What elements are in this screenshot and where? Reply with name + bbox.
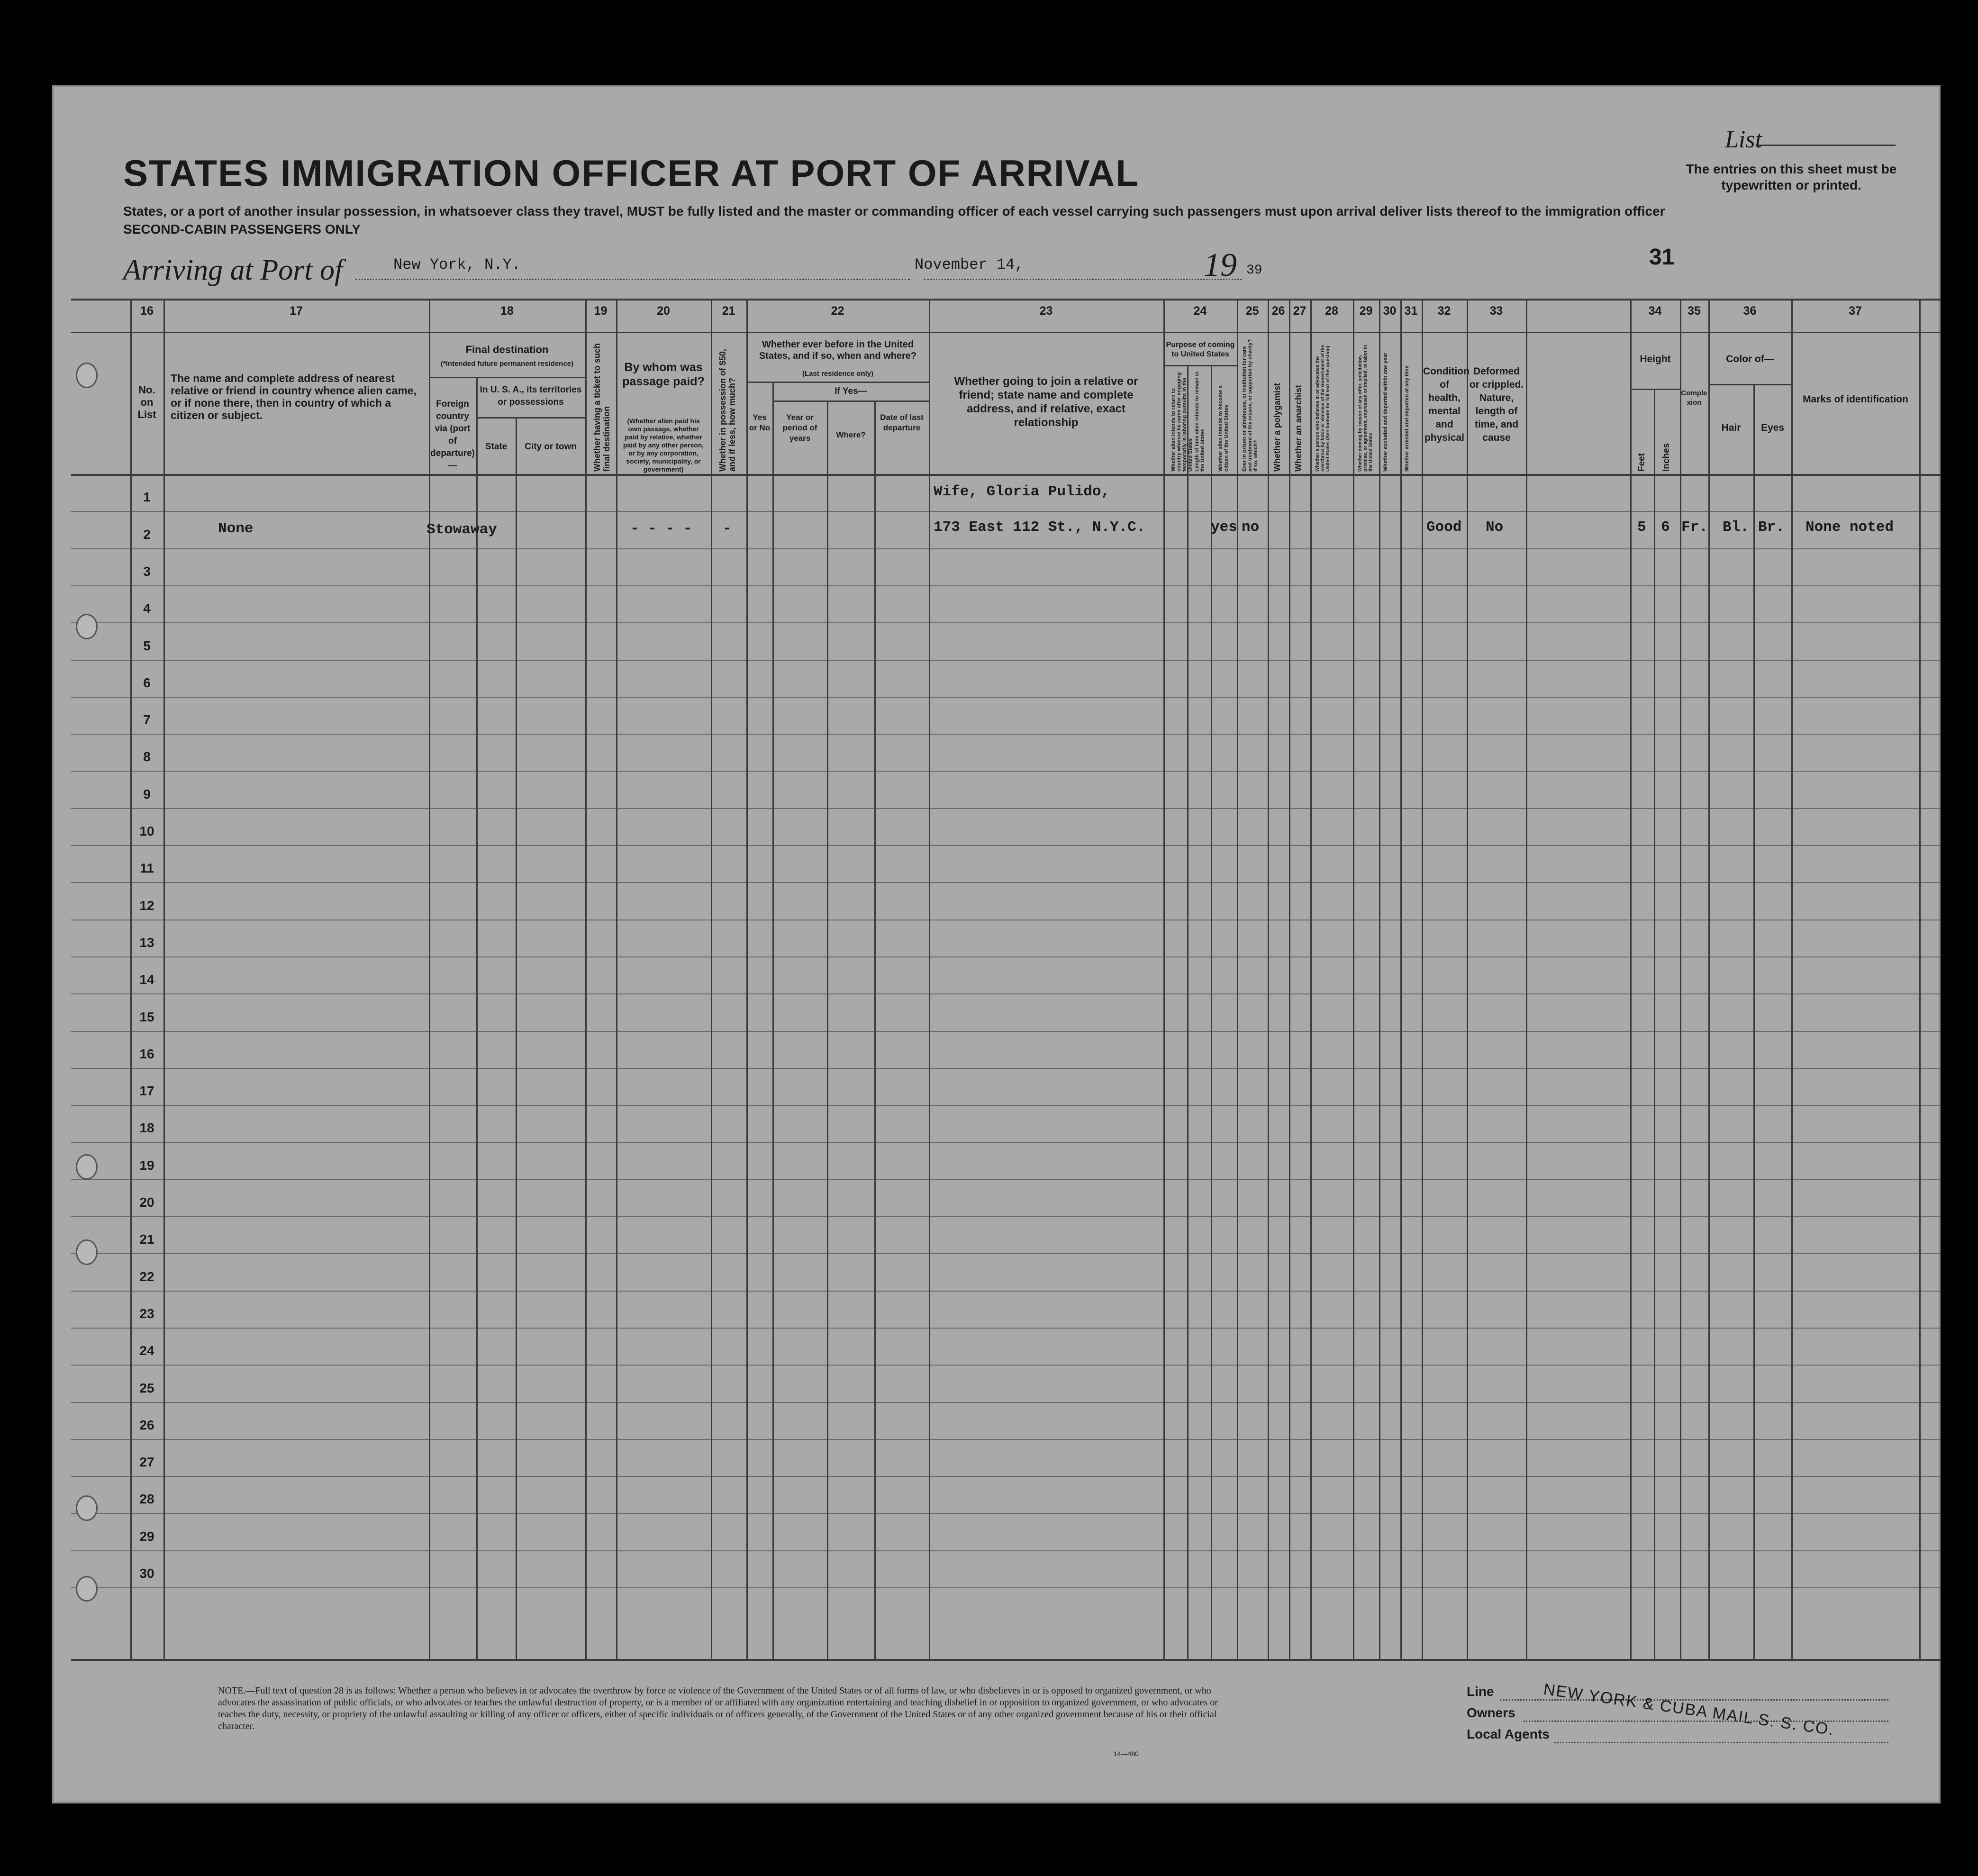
- row-number: 12: [139, 898, 154, 913]
- colno-27: 27: [1293, 304, 1307, 318]
- row-rule: [71, 734, 1941, 735]
- row-rule: [71, 1179, 1941, 1180]
- hdr-overthrow: Whether a person who believes in or advocates the overthrow by force or violence of the Government of the United States (See footnote for full text of this question): [1315, 345, 1331, 472]
- hdr-where: Where?: [836, 430, 866, 439]
- row-number: 16: [139, 1046, 154, 1061]
- row-rule: [71, 1439, 1941, 1440]
- entry-inches: 6: [1661, 519, 1670, 536]
- hdr-anarchist: Whether an anarchist: [1294, 384, 1303, 472]
- binder-hole: [76, 1154, 98, 1180]
- binder-hole: [76, 1495, 98, 1521]
- row-rule: [71, 585, 1941, 586]
- row-number: 23: [139, 1306, 154, 1321]
- date-fill-line: [924, 279, 1242, 280]
- agents-label: Local Agents: [1467, 1727, 1550, 1741]
- entry-feet: 5: [1637, 519, 1646, 536]
- col-rule-32: [1422, 299, 1423, 1659]
- line-stamp: NEW YORK & CUBA MAIL S. S. CO.: [1542, 1680, 1836, 1739]
- row-rule: [71, 511, 1941, 512]
- col-rule-24: [1163, 299, 1165, 1659]
- hdr-purpose-b: Length of time alien intends to remain in the United States: [1194, 371, 1206, 472]
- col-rule-22b: [772, 382, 774, 1659]
- colno-21: 21: [722, 304, 735, 318]
- colno-37: 37: [1849, 304, 1862, 318]
- row-rule: [71, 1328, 1941, 1329]
- row-rule: [71, 1068, 1941, 1069]
- header-bottom-rule: [71, 474, 1941, 476]
- row-number: 26: [139, 1417, 154, 1432]
- row-number: 22: [139, 1269, 154, 1284]
- hdr-city: City or town: [525, 442, 577, 452]
- usa-sub-rule: [476, 417, 585, 419]
- row-number: 28: [139, 1492, 154, 1507]
- row-rule: [71, 1105, 1941, 1106]
- row-number: 9: [143, 786, 151, 801]
- colno-30: 30: [1383, 304, 1397, 318]
- hdr-yes-no: Yes or No: [749, 413, 771, 432]
- footnote-question-28: NOTE.—Full text of question 28 is as follows: Whether a person who believes in or advocates the overthrow by force or violence of the Government of the United States or of all forms of law, or who disbelieves in or is opposed to organized government, or who advocates the assassination of public officials, or who advocates or teaches the unlawful destruction of property, or is a member of or affiliated with any organization entertaining and teaching disbelief in or opposition to organized government, or who advocates or teaches the duty, necessity, or propriety of the unlawful assaulting or killing of any officer or officers, either of specific individuals or of officers generally, of the Government of the United States or of any other organized government because of his or their official character.: [218, 1685, 1218, 1731]
- hdr-purpose: Purpose of coming to United States: [1166, 341, 1235, 358]
- colno-35: 35: [1688, 304, 1701, 318]
- entry-money: -: [723, 520, 732, 537]
- colno-20: 20: [657, 304, 670, 318]
- row-number: 25: [139, 1380, 154, 1395]
- row-rule: [71, 1031, 1941, 1032]
- hdr-if-yes: If Yes—: [835, 386, 867, 396]
- col-rule-19: [585, 299, 587, 1659]
- class-line: SECOND-CABIN PASSENGERS ONLY: [123, 222, 361, 237]
- port-fill-line: [355, 279, 910, 280]
- row-number: 29: [139, 1529, 154, 1544]
- hdr-eyes: Eyes: [1760, 422, 1785, 433]
- entry-eyes: Br.: [1758, 519, 1785, 536]
- form-number: 14—480: [1114, 1750, 1139, 1758]
- column-number-rule: [71, 332, 1941, 333]
- col-rule-28: [1310, 299, 1312, 1659]
- col-rule-27: [1289, 299, 1290, 1659]
- arriving-label: Arriving at Port of: [123, 254, 343, 286]
- owners-fill: [1524, 1721, 1888, 1722]
- hdr-purpose-c: Whether alien intends to become a citizen of the United States: [1218, 385, 1229, 472]
- colno-28: 28: [1325, 304, 1338, 318]
- row-rule: [71, 1216, 1941, 1217]
- row-rule: [71, 845, 1941, 846]
- typewritten-note: The entries on this sheet must be typewritten or printed.: [1686, 162, 1897, 192]
- row-number: 5: [143, 638, 151, 653]
- colno-29: 29: [1359, 304, 1373, 318]
- entry-joining-line2: 173 East 112 St., N.Y.C.: [934, 519, 1145, 536]
- hdr-foreign-country: Foreign country via (port of departure)—: [430, 399, 475, 471]
- row-rule: [71, 1253, 1941, 1254]
- instructions-line: States, or a port of another insular possession, in whatsoever class they travel, MUST be fully listed and the master or commanding officer of each vessel carrying such passengers must upon arrival deliver lists thereof to the immigration officer: [123, 204, 1665, 219]
- row-number: 11: [140, 861, 154, 876]
- row-rule: [71, 1476, 1941, 1477]
- hdr-in-usa: In U. S. A., its territories or possessions: [480, 385, 582, 407]
- hdr-polygamist: Whether a polygamist: [1272, 382, 1282, 472]
- hdr-nearest-relative: The name and complete address of nearest relative or friend in country whence alien came, or if none there, then in country of which a citizen or subject.: [171, 372, 417, 421]
- col-rule-18c: [516, 417, 517, 1659]
- col-rule-26: [1268, 299, 1269, 1659]
- hdr-arrested: Whether arrested and deported at any time: [1404, 365, 1410, 472]
- row-number: 17: [139, 1084, 154, 1099]
- hdr-excluded: Whether excluded and deported within one year: [1383, 353, 1388, 472]
- colno-25: 25: [1245, 304, 1259, 318]
- date-value: November 14,: [915, 256, 1024, 273]
- hdr-money: Whether in possession of $50, and if less, how much?: [718, 348, 737, 472]
- hdr-health: Condition of health, mental and physical: [1423, 366, 1470, 443]
- owners-label: Owners: [1467, 1705, 1515, 1720]
- hdr-color-of: Color of—: [1726, 354, 1774, 364]
- colno-18: 18: [500, 304, 514, 318]
- entry-complexion: Fr.: [1681, 519, 1708, 536]
- row-rule: [71, 956, 1941, 957]
- col-rule-29: [1353, 299, 1354, 1659]
- hdr-hair: Hair: [1721, 422, 1741, 433]
- colno-19: 19: [594, 304, 608, 318]
- row-number: 10: [139, 824, 154, 838]
- year-prefix: 19: [1204, 247, 1237, 283]
- hdr-final-destination: Final destination: [465, 344, 549, 355]
- row-number: 6: [143, 675, 151, 690]
- row-number: 2: [143, 527, 151, 542]
- colno-24: 24: [1193, 304, 1207, 318]
- entry-passage-paid: - - - -: [630, 520, 692, 537]
- binder-hole: [76, 1239, 98, 1265]
- col-rule-25: [1237, 299, 1238, 1659]
- row-rule: [71, 1291, 1941, 1292]
- row-number: 4: [143, 601, 151, 616]
- hdr-final-destination-sub: (*Intended future permanent residence): [440, 360, 574, 368]
- row-rule: [71, 1550, 1941, 1551]
- hdr-inches: Inches: [1661, 443, 1671, 472]
- entry-hair: Bl.: [1723, 519, 1749, 536]
- entry-destination: Stowaway: [426, 521, 497, 538]
- hdr-years: Year or period of years: [782, 413, 817, 443]
- manifest-sheet: [52, 85, 1941, 1803]
- hdr-purpose-a: Whether alien intends to return to country whence he came after engaging temporarily in laboring pursuits in the United States: [1170, 372, 1193, 472]
- col-rule-30: [1379, 299, 1380, 1659]
- row-number: 19: [139, 1157, 154, 1173]
- hdr-deformed: Deformed or crippled. Nature, length of time, and cause: [1469, 366, 1524, 443]
- col-rule-31: [1400, 299, 1402, 1659]
- binder-hole: [76, 614, 98, 639]
- colno-16: 16: [140, 304, 154, 318]
- col-rule-21: [711, 299, 712, 1659]
- row-rule: [71, 1142, 1941, 1143]
- col-rule-17: [163, 299, 165, 1659]
- entry-relative: None: [218, 520, 254, 537]
- row-number: 27: [139, 1455, 154, 1470]
- color-sub-rule: [1708, 384, 1791, 385]
- row-rule: [71, 548, 1941, 549]
- row-rule: [71, 993, 1941, 994]
- col-rule-18: [429, 299, 430, 1659]
- hdr-state: State: [485, 442, 508, 452]
- colno-32: 32: [1437, 304, 1451, 318]
- row-number: 15: [139, 1009, 154, 1024]
- colno-34: 34: [1648, 304, 1662, 318]
- col-rule-35: [1630, 299, 1632, 1659]
- row-number: 3: [143, 564, 151, 579]
- entry-prison: no: [1242, 519, 1260, 536]
- hdr-going-to-join: Whether going to join a relative or friend; state name and complete address, and if relative, exact relationship: [954, 375, 1138, 429]
- row-rule: [71, 1587, 1941, 1588]
- row-rule: [71, 697, 1941, 698]
- row-number: 30: [139, 1566, 154, 1581]
- list-label: List: [1725, 126, 1762, 153]
- colno-26: 26: [1271, 304, 1285, 318]
- sheet-number: 31: [1649, 245, 1675, 270]
- hdr-labor-offer: Whether coming by reason of any offer, solicitation, promise, or agreement, expressed or implied, to labor in the United States: [1358, 345, 1373, 472]
- hdr-no-on-list: No. on List: [137, 384, 156, 420]
- col-rule-24c: [1211, 365, 1212, 1659]
- purpose-sub-rule: [1163, 365, 1237, 366]
- col-rule-16: [130, 299, 132, 1659]
- row-rule: [71, 808, 1941, 809]
- colno-33: 33: [1489, 304, 1503, 318]
- row-rule: [71, 1513, 1941, 1514]
- hdr-last-departure: Date of last departure: [880, 413, 924, 432]
- colno-36: 36: [1743, 304, 1757, 318]
- col-rule-end: [1919, 299, 1921, 1659]
- binder-hole: [76, 363, 98, 388]
- colno-23: 23: [1039, 304, 1053, 318]
- hdr-prior-us: Whether ever before in the United States, and if so, when and where?: [759, 339, 917, 361]
- row-rule: [71, 622, 1941, 623]
- col-rule-22c: [827, 401, 828, 1659]
- row-number: 8: [143, 749, 151, 765]
- entry-joining-line1: Wife, Gloria Pulido,: [934, 483, 1110, 500]
- col-rule-36b: [1708, 299, 1710, 1659]
- row-number: 18: [139, 1120, 154, 1136]
- hdr-feet: Feet: [1637, 453, 1647, 472]
- entry-health: Good: [1426, 519, 1462, 536]
- hdr-prison: Ever in prison or almshouse, or institution for care and treatment of the insane, or supported by charity? If so, which?: [1242, 339, 1259, 472]
- year-suffix: 39: [1246, 263, 1262, 278]
- entry-marks: None noted: [1806, 519, 1894, 536]
- binder-hole: [76, 1576, 98, 1602]
- row-rule: [71, 660, 1941, 661]
- row-number: 20: [139, 1195, 154, 1210]
- dest-sub-rule: [429, 377, 585, 378]
- hdr-marks: Marks of identification: [1803, 394, 1908, 405]
- entry-deformed: No: [1486, 519, 1504, 536]
- col-rule-37: [1791, 299, 1793, 1659]
- col-rule-20: [616, 299, 617, 1659]
- entry-citizen: yes: [1211, 519, 1237, 536]
- row-number: 7: [143, 712, 151, 728]
- list-number-line: [1758, 145, 1896, 146]
- row-number: 21: [139, 1232, 154, 1247]
- hdr-complexion: Complexion: [1681, 389, 1707, 407]
- table-bottom-rule: [71, 1659, 1941, 1661]
- col-rule-18b: [476, 377, 478, 1659]
- colno-31: 31: [1404, 304, 1418, 318]
- hdr-height: Height: [1640, 354, 1671, 364]
- col-rule-36: [1680, 299, 1681, 1659]
- colno-22: 22: [831, 304, 844, 318]
- col-rule-22: [746, 299, 748, 1659]
- row-number: 1: [143, 490, 151, 505]
- row-rule: [71, 882, 1941, 883]
- hdr-ticket: Whether having a ticket to such final destination: [592, 343, 611, 472]
- hdr-passage-paid-sub: (Whether alien paid his own passage, whether paid by relative, whether paid by any other person, or by any corporation, society, municipality, or government): [623, 417, 704, 473]
- row-number: 13: [139, 935, 154, 950]
- row-rule: [71, 1402, 1941, 1403]
- row-number: 24: [139, 1343, 154, 1358]
- row-number: 14: [139, 972, 154, 987]
- col-rule-22d: [874, 401, 876, 1659]
- col-rule-34b: [1654, 389, 1655, 1659]
- col-rule-23: [929, 299, 930, 1659]
- col-rule-36c: [1753, 384, 1755, 1659]
- col-rule-33: [1467, 299, 1468, 1659]
- hdr-prior-us-sub: (Last residence only): [802, 370, 874, 378]
- line-label: Line: [1467, 1684, 1494, 1699]
- row-rule: [71, 771, 1941, 772]
- agents-fill: [1554, 1742, 1888, 1743]
- hdr-passage-paid: By whom was passage paid?: [622, 361, 705, 388]
- ifyes-sub-rule: [772, 401, 929, 402]
- col-rule-24b: [1187, 365, 1189, 1659]
- page-title: STATES IMMIGRATION OFFICER AT PORT OF ARRIVAL: [123, 152, 1139, 194]
- table-top-rule: [71, 299, 1941, 301]
- col-rule-34: [1526, 299, 1527, 1659]
- colno-17: 17: [290, 304, 303, 318]
- row-rule: [71, 1365, 1941, 1366]
- port-value: New York, N.Y.: [393, 256, 521, 273]
